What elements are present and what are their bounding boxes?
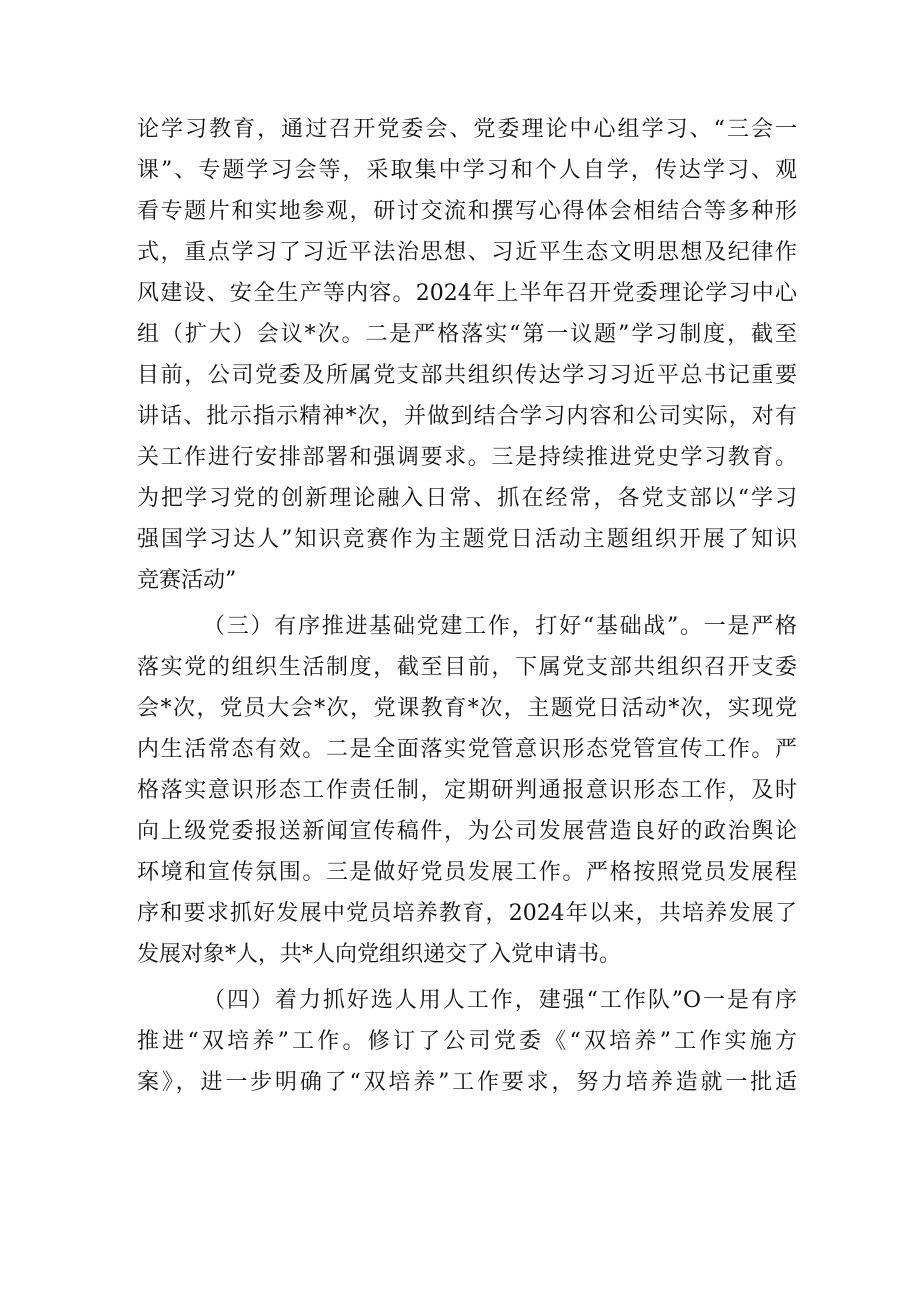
text-line: 组（扩大）会议*次。二是严格落实“第一议题”学习制度，截至 — [137, 322, 797, 347]
section-heading-line: （三）有序推进基础党建工作，打好“基础战”。一是严格 — [203, 614, 797, 639]
text-line: 课”、专题学习会等，采取集中学习和个人自学，传达学习、观 — [137, 158, 797, 183]
text-line: 为把学习党的创新理论融入日常、抓在经常，各党支部以“学习 — [137, 486, 797, 511]
section-heading-line: （四）着力抓好选人用人工作，建强“工作队”O一是有序 — [203, 988, 797, 1013]
text-line: 案》，进一步明确了“双培养”工作要求，努力培养造就一批适 — [137, 1070, 797, 1095]
text-line: 序和要求抓好发展中党员培养教育，2024年以来，共培养发展了 — [137, 901, 797, 926]
text-line: 发展对象*人，共*人向党组织递交了入党申请书。 — [137, 942, 622, 967]
text-line: 风建设、安全生产等内容。2024年上半年召开党委理论学习中心 — [137, 281, 797, 306]
text-line: 关工作进行安排部署和强调要求。三是持续推进党史学习教育。 — [137, 445, 797, 470]
text-line: 目前，公司党委及所属党支部共组织传达学习习近平总书记重要 — [137, 363, 797, 388]
text-line: 讲话、批示指示精神*次，并做到结合学习内容和公司实际，对有 — [137, 404, 797, 429]
text-line: 看专题片和实地参观，研讨交流和撰写心得体会相结合等多种形 — [137, 199, 797, 224]
text-line: 竞赛活动” — [137, 568, 237, 593]
text-line: 落实党的组织生活制度，截至目前，下属党支部共组织召开支委 — [137, 655, 797, 680]
body-text — [137, 109, 797, 1103]
text-line: 会*次，党员大会*次，党课教育*次，主题党日活动*次，实现党 — [137, 696, 797, 721]
text-line: 论学习教育，通过召开党委会、党委理论中心组学习、“三会一 — [137, 117, 797, 142]
text-line: 推进“双培养”工作。修订了公司党委《“双培养”工作实施方 — [137, 1029, 797, 1054]
text-line: 内生活常态有效。二是全面落实党管意识形态党管宣传工作。严 — [137, 737, 797, 762]
paragraph-basic-party-building — [137, 606, 797, 975]
text-line: 格落实意识形态工作责任制，定期研判通报意识形态工作，及时 — [137, 778, 797, 803]
text-line: 向上级党委报送新闻宣传稿件，为公司发展营造良好的政治舆论 — [137, 819, 797, 844]
paragraph-personnel-selection — [137, 980, 797, 1103]
text-line: 式，重点学习了习近平法治思想、习近平生态文明思想及纪律作 — [137, 240, 797, 265]
text-line: 环境和宣传氛围。三是做好党员发展工作。严格按照党员发展程 — [137, 860, 797, 885]
text-line: 强国学习达人”知识竞赛作为主题党日活动主题组织开展了知识 — [137, 527, 797, 552]
paragraph-study-education — [137, 109, 797, 601]
